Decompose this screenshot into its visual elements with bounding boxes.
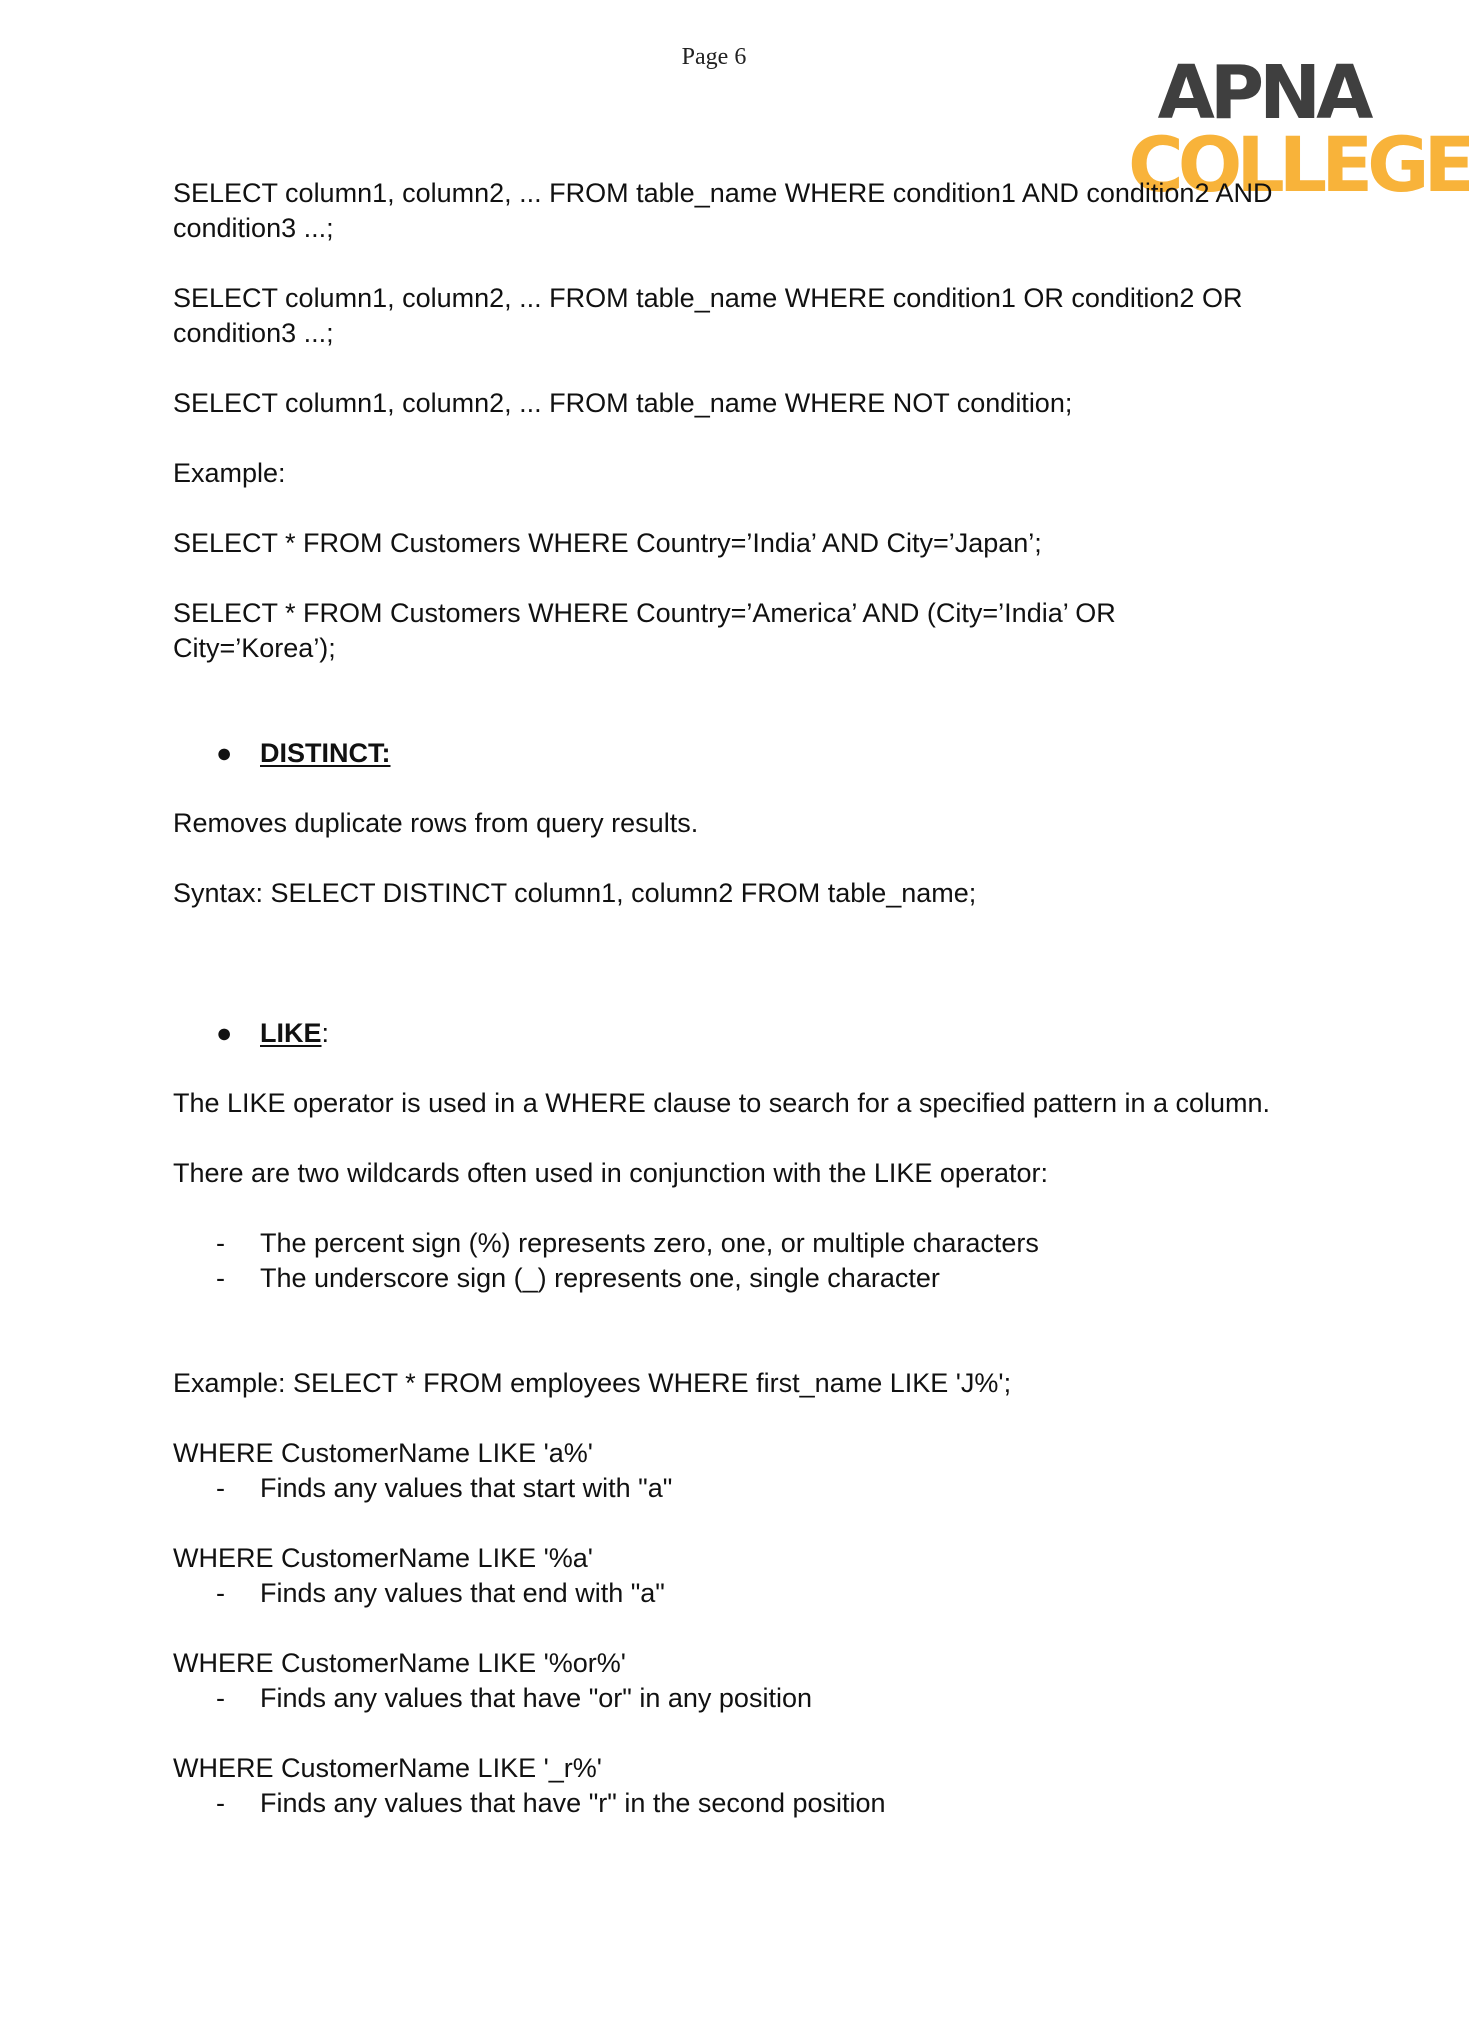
distinct-heading-item — [173, 736, 1283, 771]
dash-marker: - — [216, 1228, 225, 1258]
like-example: Example: SELECT * FROM employees WHERE first_name LIKE 'J%'; — [173, 1368, 1012, 1398]
pattern-meaning — [173, 1576, 1283, 1611]
dash-marker: - — [216, 1683, 225, 1713]
document-body — [173, 176, 1283, 1821]
distinct-syntax: Syntax: SELECT DISTINCT column1, column2 FROM table_name; — [173, 878, 977, 908]
pattern-clause: WHERE CustomerName LIKE '_r%' — [173, 1753, 602, 1783]
bullet-icon: ● — [216, 1018, 233, 1048]
wildcard-item-percent — [173, 1226, 1283, 1261]
logo-text-college: COLLEGE — [1128, 120, 1469, 209]
pattern-meaning — [173, 1471, 1283, 1506]
pattern-clause: WHERE CustomerName LIKE '%a' — [173, 1543, 593, 1573]
logo-text-apna: APNA — [1157, 50, 1369, 136]
like-heading: LIKE — [260, 1018, 322, 1048]
dash-marker: - — [216, 1788, 225, 1818]
bullet-icon: ● — [216, 738, 233, 768]
page-number: Page 6 — [681, 44, 747, 70]
like-heading-suffix: : — [321, 1018, 330, 1048]
pattern-meaning-text: Finds any values that start with "a" — [260, 1473, 673, 1503]
like-description: The LIKE operator is used in a WHERE clause to search for a specified pattern in a column. — [173, 1088, 1271, 1118]
example-label: Example: — [173, 458, 286, 488]
wildcard-item-underscore — [173, 1261, 1283, 1296]
dash-marker: - — [216, 1578, 225, 1608]
dash-marker: - — [216, 1263, 225, 1293]
pattern-meaning — [173, 1786, 1283, 1821]
pattern-meaning-text: Finds any values that have "r" in the second position — [260, 1788, 886, 1818]
pattern-clause: WHERE CustomerName LIKE 'a%' — [173, 1438, 593, 1468]
and-syntax: SELECT column1, column2, ... FROM table_name WHERE condition1 AND condition2 AND condition3 ...; — [173, 178, 1273, 243]
not-syntax: SELECT column1, column2, ... FROM table_name WHERE NOT condition; — [173, 388, 1073, 418]
or-syntax: SELECT column1, column2, ... FROM table_name WHERE condition1 OR condition2 OR condition3 ...; — [173, 283, 1243, 348]
example-2: SELECT * FROM Customers WHERE Country=’America’ AND (City=’India’ OR City=’Korea’); — [173, 598, 1116, 663]
wildcards-intro: There are two wildcards often used in conjunction with the LIKE operator: — [173, 1158, 1048, 1188]
pattern-meaning-text: Finds any values that end with "a" — [260, 1578, 665, 1608]
distinct-description: Removes duplicate rows from query results. — [173, 808, 699, 838]
wildcard-text: The underscore sign (_) represents one, single character — [260, 1263, 940, 1293]
pattern-meaning-text: Finds any values that have "or" in any position — [260, 1683, 812, 1713]
pattern-clause: WHERE CustomerName LIKE '%or%' — [173, 1648, 626, 1678]
like-heading-item — [173, 1016, 1283, 1051]
distinct-heading: DISTINCT: — [260, 738, 391, 768]
example-1: SELECT * FROM Customers WHERE Country=’India’ AND City=’Japan’; — [173, 528, 1042, 558]
dash-marker: - — [216, 1473, 225, 1503]
wildcard-text: The percent sign (%) represents zero, one, or multiple characters — [260, 1228, 1039, 1258]
pattern-meaning — [173, 1681, 1283, 1716]
